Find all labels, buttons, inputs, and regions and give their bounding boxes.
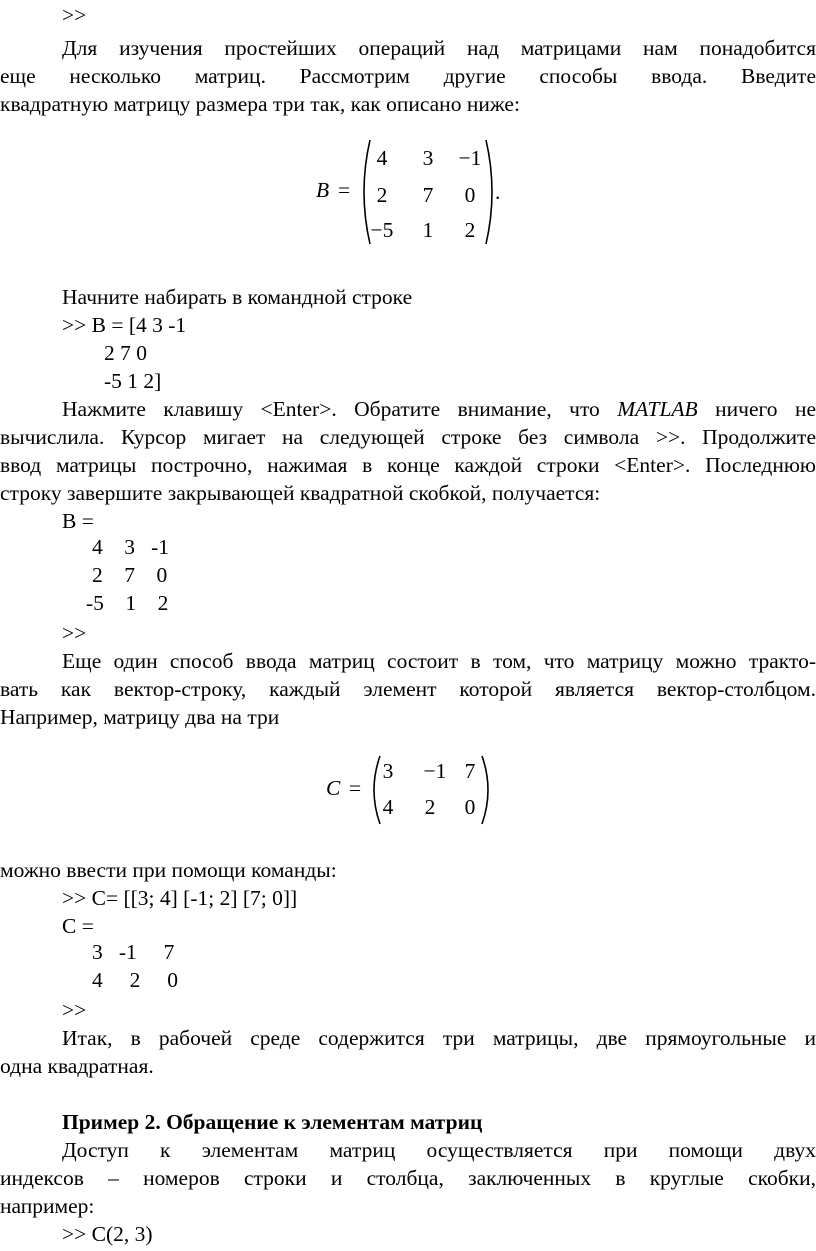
prompt-line: >> [62, 3, 87, 27]
matrix-cell: 2 [376, 183, 388, 207]
matrix-cell: 0 [464, 795, 476, 819]
paragraph-line [0, 395, 816, 423]
equals-sign: = [349, 776, 362, 800]
command-line: >> C(2, 3) [62, 1222, 153, 1246]
paragraph-line: Еще один способ ввода матриц состоит в том, что матрицу можно тракто- [62, 649, 816, 673]
matrix-cell: 3 [382, 759, 394, 783]
command-line: -5 1 2] [104, 369, 162, 393]
matrix-cell: 4 [376, 146, 388, 170]
matrix-cell: 7 [464, 759, 476, 783]
output-line: 2 7 0 [92, 563, 168, 587]
prompt-line: >> [62, 621, 87, 645]
paragraph-line: вычислила. Курсор мигает на следующей строке без символа >>. Продолжите [0, 425, 816, 449]
matrix-cell: 3 [422, 146, 434, 170]
paragraph-line: еще несколько матриц. Рассмотрим другие способы ввода. Введите [0, 64, 816, 88]
matrix-name: B [316, 178, 330, 202]
matrix-cell: −5 [370, 218, 394, 242]
matrix-period: . [495, 180, 501, 204]
paragraph-line: индексов – номеров строки и столбца, заключенных в круглые скобки, [0, 1166, 816, 1190]
paragraph-line: Для изучения простейших операций над матрицами нам понадобится [62, 36, 816, 60]
matrix-cell: 1 [422, 218, 434, 242]
output-line: C = [62, 914, 94, 938]
paragraph-line: строку завершите закрывающей квадратной скобкой, получается: [0, 481, 601, 505]
paragraph-line: можно ввести при помощи команды: [0, 858, 337, 882]
paragraph-line: Начните набирать в командной строке [62, 285, 413, 309]
paragraph-line: вать как вектор-строку, каждый элемент которой является вектор-столбцом. [0, 677, 816, 701]
equals-sign: = [338, 178, 351, 202]
matrix-cell: 4 [382, 795, 394, 819]
command-line: >> C= [[3; 4] [-1; 2] [7; 0]] [62, 886, 298, 910]
matrix-cell: 2 [464, 218, 476, 242]
paragraph-line: квадратную матрицу размера три так, как описано ниже: [0, 92, 520, 116]
command-line: 2 7 0 [104, 341, 147, 365]
matrix-cell: 0 [464, 183, 476, 207]
paragraph-line: ввод матрицы построчно, нажимая в конце каждой строки <Enter>. Последнюю [0, 453, 816, 477]
output-line: 4 2 0 [92, 968, 178, 992]
command-line: >> B = [4 3 -1 [62, 313, 187, 337]
output-line: -5 1 2 [86, 591, 169, 615]
matrix-cell: −1 [423, 759, 447, 783]
matrix-cell: 7 [422, 183, 434, 207]
matrix-cell: −1 [458, 146, 482, 170]
paragraph-line: например: [0, 1194, 95, 1218]
matrix-name: C [326, 776, 341, 800]
right-paren [480, 754, 496, 826]
matlab-term: MATLAB [617, 397, 698, 421]
prompt-line: >> [62, 998, 87, 1022]
section-heading: Пример 2. Обращение к элементам матриц [62, 1110, 483, 1134]
output-line: B = [62, 509, 94, 533]
text-run: ничего не [697, 397, 816, 421]
matrix-cell: 2 [424, 795, 436, 819]
paragraph-line: Например, матрицу два на три [0, 705, 280, 729]
paragraph-line: одна квадратная. [0, 1054, 154, 1078]
output-line: 3 -1 7 [92, 940, 175, 964]
paragraph-line: Доступ к элементам матриц осуществляется при помощи двух [62, 1138, 816, 1162]
output-line: 4 3 -1 [92, 535, 170, 559]
paragraph-line: Итак, в рабочей среде содержится три матрицы, две прямоугольные и [62, 1026, 816, 1050]
text-run: Нажмите клавишу <Enter>. Обратите внимание, что [62, 397, 618, 421]
